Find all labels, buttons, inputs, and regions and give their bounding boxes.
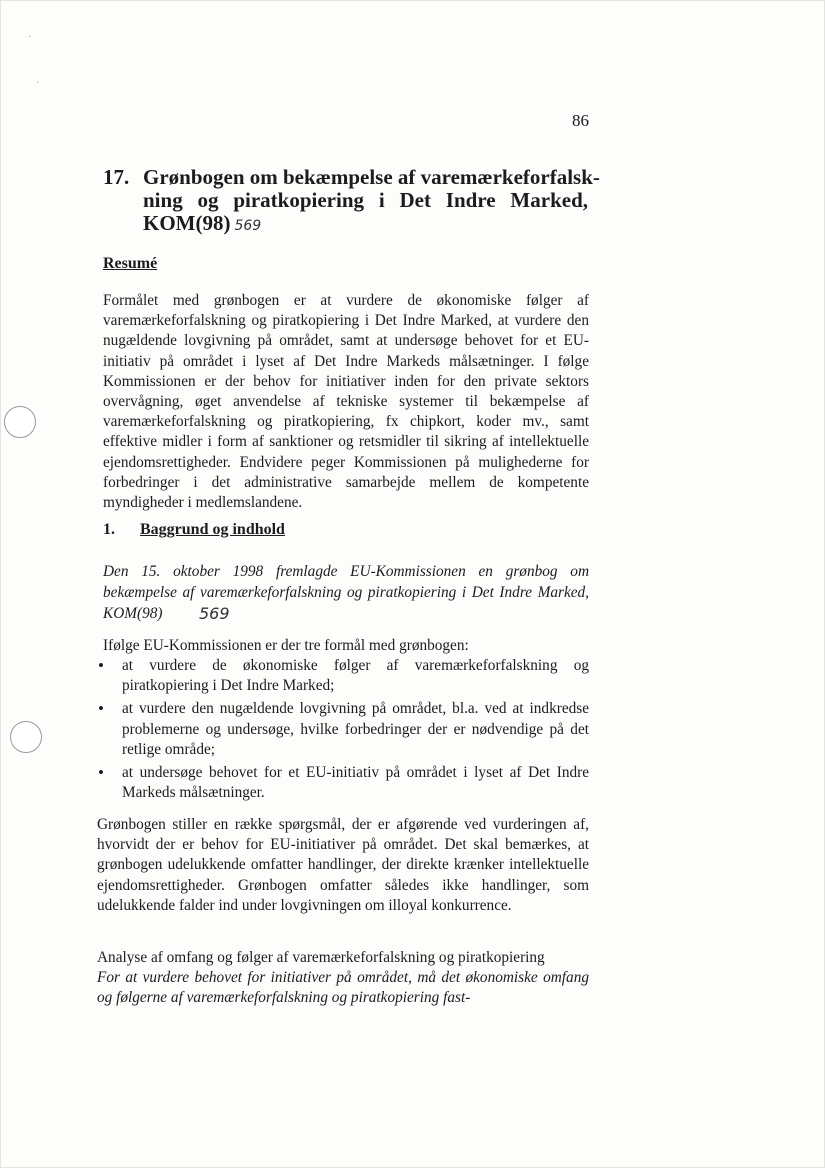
- analysis-heading: Analyse af omfang og følger af varemærkeforfalskning og piratkopiering: [97, 949, 545, 966]
- list-item: • at vurdere den nugældende lovgivning på området, bl.a. ved at indkredse problemerne og undersøge, hvilke forbedringer der er nødvendige på det retlige område;: [97, 699, 589, 760]
- list-item: • at vurdere de økonomiske følger af varemærkeforfalskning og piratkopiering i Det Indre Marked;: [97, 656, 589, 696]
- scan-speck: ·: [36, 78, 40, 89]
- chapter-title-line-2: ning og piratkopiering i Det Indre Marked,: [143, 188, 588, 212]
- resume-paragraph: Formålet med grønbogen er at vurdere de økonomiske følger af varemærkeforfalskning og piratkopiering i Det Indre Marked, at vurdere den nugældende lovgivning på området, samt at undersøge behovet for et EU-initiativ på området i lyset af Det Indre Markeds målsætninger. I følge Kommissionen er der behov for initiativer inden for den private sektors overvågning, øget anvendelse af tekniske systemer til bekæmpelse af varemærkeforfalskning og piratkopiering, fx chipkort, koder mv., samt effektive midler i form af sanktioner og retsmidler til sikring af intellektuelle ejendomsrettigheder. Endvidere peger Kommissionen på mulighederne for forbedringer i det administrative samarbejde mellem de kompetente myndigheder i medlemslandene.: [103, 292, 589, 512]
- chapter-title-line-1: Grønbogen om bekæmpelse af varemærkeforfalsk-: [143, 165, 600, 189]
- greenbook-paragraph: Grønbogen stiller en række spørgsmål, der er afgørende ved vurderingen af, hvorvidt der er behov for EU-initiativer på området. Det skal bemærkes, at grønbogen udelukkende omfatter handlinger, der direkte krænker intellektuelle ejendomsrettigheder. Grønbogen omfatter således ikke handlinger, som udelukkende falder ind under lovgivningen om illoyal konkurrence.: [97, 816, 589, 914]
- page-number: 86: [572, 111, 589, 130]
- section-title: Baggrund og indhold: [140, 521, 285, 538]
- section-number: 1.: [103, 521, 115, 538]
- chapter-title-reference: KOM(98): [143, 211, 231, 235]
- chapter-title-line-3: [143, 212, 261, 238]
- resume-heading: Resumé: [103, 255, 158, 272]
- purpose-intro: Ifølge EU-Kommissionen er der tre formål med grønbogen:: [103, 637, 469, 654]
- handwritten-number: 569: [234, 218, 262, 234]
- handwritten-correction: 569: [199, 604, 230, 623]
- scan-speck: ·: [28, 32, 32, 43]
- chapter-number: 17.: [103, 165, 130, 189]
- purpose-list: [97, 656, 589, 806]
- punch-hole: [10, 721, 42, 753]
- punch-hole: [4, 406, 36, 438]
- intro-italic-paragraph: Den 15. oktober 1998 fremlagde EU-Kommissionen en grønbog om bekæmpelse af varemærkeforfalskning og piratkopiering i Det Indre Marked, KOM(98): [103, 563, 589, 622]
- list-item: • at undersøge behovet for et EU-initiativ på området i lyset af Det Indre Markeds målsætninger.: [97, 763, 589, 803]
- analysis-italic-paragraph: For at vurdere behovet for initiativer på området, må det økonomiske omfang og følgerne af varemærkeforfalskning og piratkopiering fast-: [97, 969, 589, 1007]
